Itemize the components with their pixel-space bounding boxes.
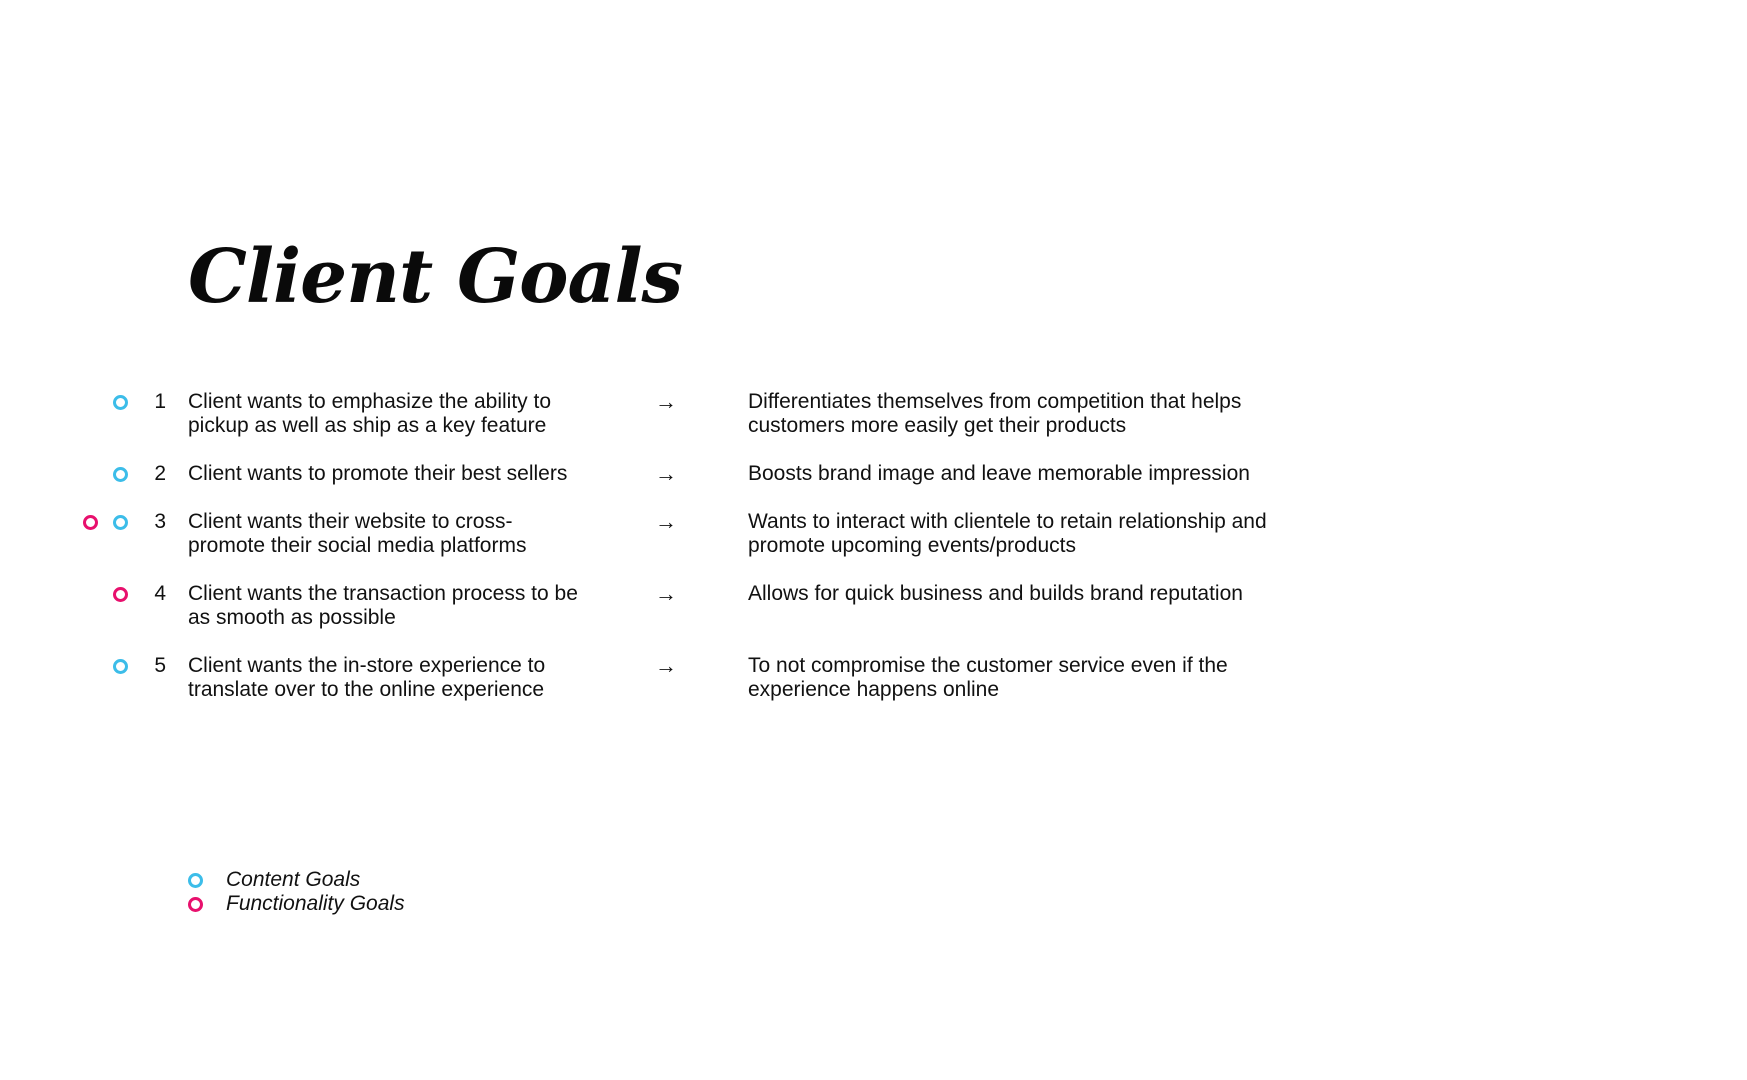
goal-line: pickup as well as ship as a key feature [188, 414, 547, 437]
content-goal-marker-icon [188, 873, 203, 888]
outcome-text [748, 510, 1308, 558]
outcome-text [748, 462, 1308, 486]
goal-number: 2 [154, 462, 166, 485]
goal-row-4 [0, 582, 1747, 642]
goal-line: Client wants their website to cross- [188, 510, 513, 533]
outcome-line: Boosts brand image and leave memorable impression [748, 462, 1250, 485]
outcome-line: promote upcoming events/products [748, 534, 1077, 557]
outcome-line: customers more easily get their products [748, 414, 1127, 437]
arrow-right-icon: → [655, 653, 677, 678]
arrow-right-icon: → [655, 509, 677, 534]
goal-line: as smooth as possible [188, 606, 396, 629]
outcome-line: Wants to interact with clientele to retain relationship and [748, 510, 1267, 533]
goal-line: Client wants to emphasize the ability to [188, 390, 552, 413]
functionality-goal-marker-icon [188, 897, 203, 912]
goal-row-3 [0, 510, 1747, 570]
page-title: Client Goals [188, 234, 683, 320]
goal-row-1 [0, 390, 1747, 450]
content-goal-marker-icon [113, 515, 128, 530]
goal-row-5 [0, 654, 1747, 714]
goal-text [188, 462, 608, 486]
goal-number: 3 [154, 510, 166, 533]
arrow-right-icon: → [655, 389, 677, 414]
goal-line: Client wants the transaction process to be [188, 582, 578, 605]
arrow-right-icon: → [655, 581, 677, 606]
goal-number: 1 [154, 390, 166, 413]
outcome-line: Allows for quick business and builds brand reputation [748, 582, 1243, 605]
legend-label: Functionality Goals [226, 892, 405, 915]
functionality-goal-marker-icon [83, 515, 98, 530]
content-goal-marker-icon [113, 467, 128, 482]
arrow-right-icon: → [655, 461, 677, 486]
goal-line: Client wants the in-store experience to [188, 654, 546, 677]
outcome-line: Differentiates themselves from competition that helps [748, 390, 1242, 413]
legend-label: Content Goals [226, 868, 361, 891]
outcome-text [748, 654, 1308, 702]
goal-text [188, 390, 608, 438]
content-goal-marker-icon [113, 659, 128, 674]
goal-text [188, 654, 608, 702]
content-goal-marker-icon [113, 395, 128, 410]
outcome-text [748, 582, 1308, 606]
goal-number: 4 [154, 582, 166, 605]
goal-line: promote their social media platforms [188, 534, 527, 557]
outcome-line: To not compromise the customer service even if the [748, 654, 1228, 677]
goal-text [188, 582, 608, 630]
functionality-goal-marker-icon [113, 587, 128, 602]
goal-number: 5 [154, 654, 166, 677]
goal-text [188, 510, 608, 558]
goal-line: translate over to the online experience [188, 678, 545, 701]
outcome-text [748, 390, 1308, 438]
outcome-line: experience happens online [748, 678, 1000, 701]
goal-line: Client wants to promote their best sellers [188, 462, 568, 485]
